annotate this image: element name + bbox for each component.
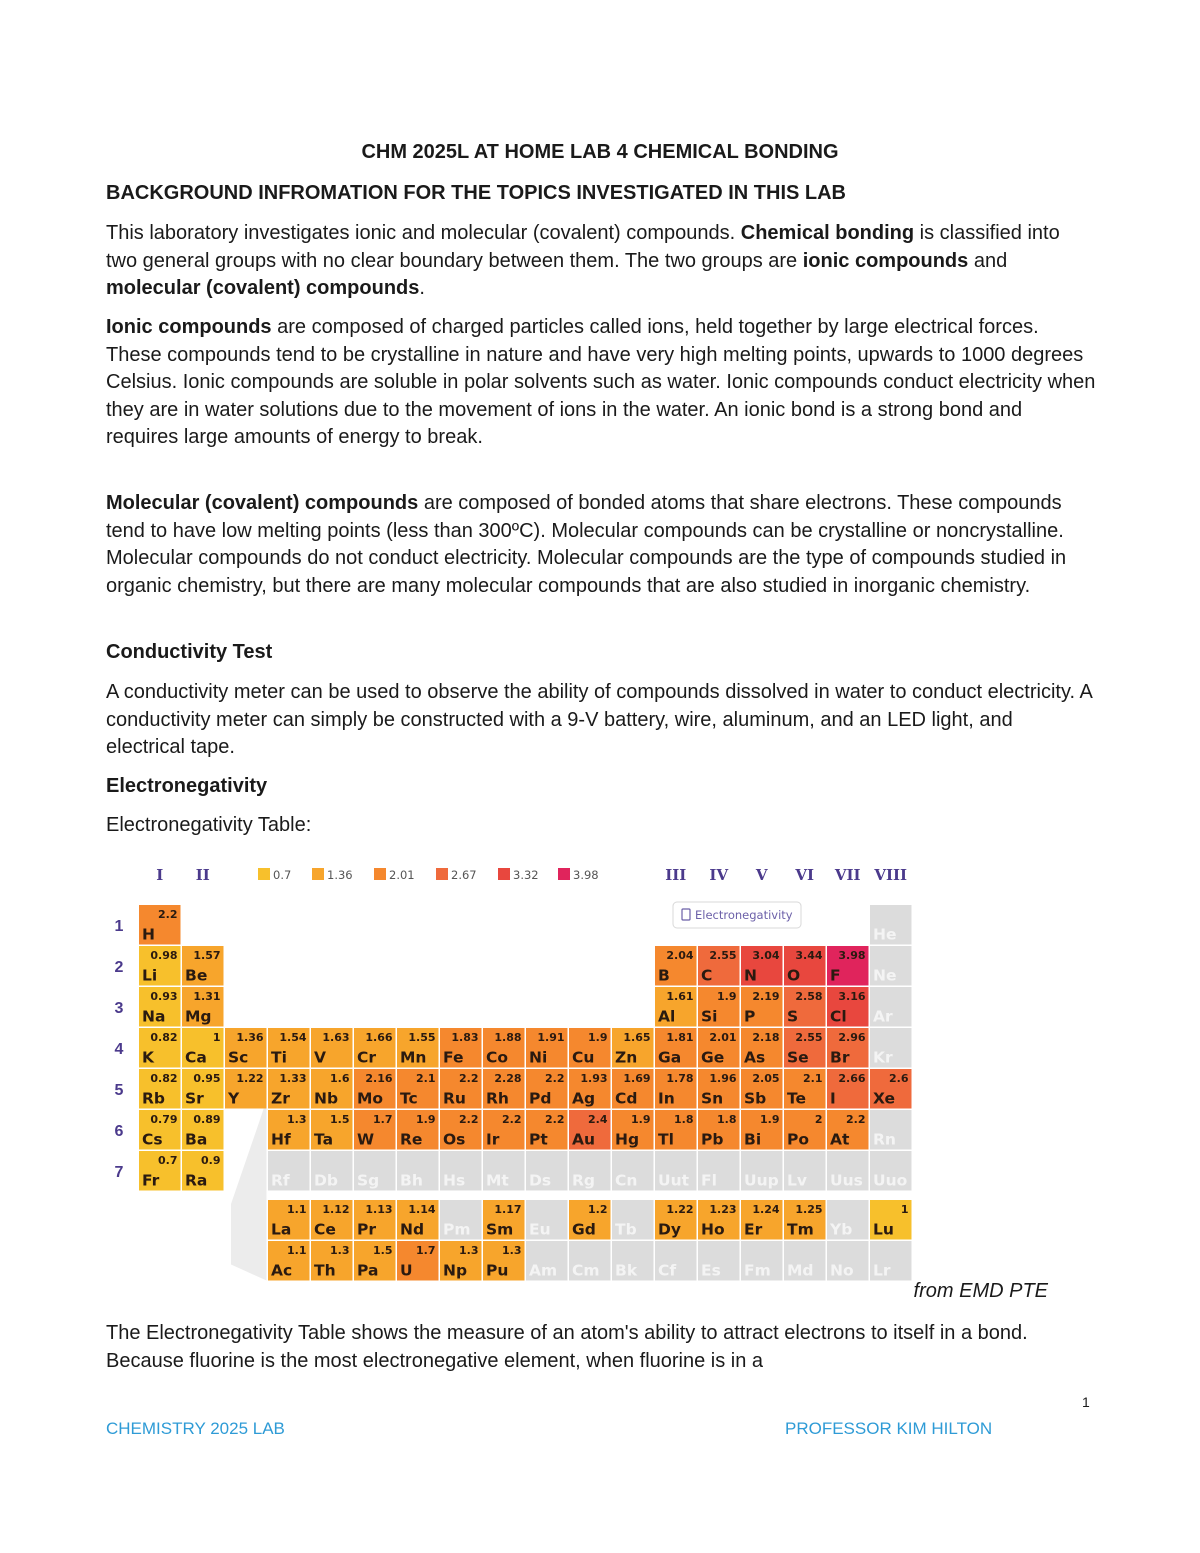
element-value: 1.5 (330, 1113, 350, 1126)
element-symbol: Mt (486, 1171, 509, 1190)
element-symbol: Ir (486, 1130, 500, 1149)
element-symbol: Cd (615, 1089, 638, 1108)
element-value: 2.1 (416, 1072, 436, 1085)
group-label: I (156, 866, 164, 884)
element-symbol: Si (701, 1007, 718, 1026)
period-label: 2 (114, 958, 124, 976)
element-symbol: Pa (357, 1261, 379, 1280)
element-value: 1.65 (623, 1031, 651, 1044)
element-value: 2.16 (365, 1072, 393, 1085)
element-symbol: Sn (701, 1089, 724, 1108)
element-value: 1.91 (537, 1031, 565, 1044)
element-symbol: Nd (400, 1220, 425, 1239)
element-value: 1.1 (287, 1203, 307, 1216)
element-symbol: Be (185, 966, 208, 985)
element-symbol: Se (787, 1048, 809, 1067)
element-symbol: Ta (314, 1130, 334, 1149)
element-value: 1.36 (236, 1031, 264, 1044)
element-value: 1.7 (416, 1244, 436, 1257)
element-symbol: Pu (486, 1261, 509, 1280)
group-label: VIII (874, 866, 908, 884)
legend-swatch (374, 868, 386, 880)
element-value: 1.9 (588, 1031, 608, 1044)
element-value: 1.93 (580, 1072, 608, 1085)
element-value: 1.88 (494, 1031, 522, 1044)
element-symbol: Cl (830, 1007, 847, 1026)
element-symbol: Np (443, 1261, 468, 1280)
element-value: 1.8 (717, 1113, 737, 1126)
group-label: VII (834, 866, 861, 884)
element-symbol: Uus (830, 1171, 863, 1190)
element-symbol: Fm (744, 1261, 771, 1280)
period-label: 7 (114, 1163, 124, 1181)
element-symbol: Sc (228, 1048, 249, 1067)
element-value: 2.04 (666, 949, 694, 962)
element-symbol: H (142, 925, 155, 944)
electronegativity-periodic-table (106, 856, 909, 1286)
conductivity-paragraph: A conductivity meter can be used to observe the ability of compounds dissolved in water to conduct electricity. A conductivity meter can simply be constructed with a 9-V battery, wire, aluminum, and an LED light, and electrical tape. (106, 681, 1092, 758)
element-value: 1.3 (459, 1244, 479, 1257)
element-value: 1.14 (408, 1203, 436, 1216)
period-label: 5 (114, 1081, 124, 1099)
element-symbol: Lu (873, 1220, 894, 1239)
element-symbol: Es (701, 1261, 721, 1280)
element-symbol: No (830, 1261, 854, 1280)
element-symbol: Yb (830, 1220, 853, 1239)
element-symbol: Dy (658, 1220, 681, 1239)
table-caption: from EMD PTE (913, 1280, 1048, 1302)
ionic-paragraph: Ionic compounds are composed of charged particles called ions, held together by large electrical forces. These compounds tend to be crystalline in nature and have very high melting points, upwards to 1000 degrees Celsius. Ionic compounds are soluble in polar solvents such as water. Ionic compounds conduct electricity when they are in water solutions due to the movement of ions in the water. An ionic bond is a strong bond and requires large amounts of energy to break. (106, 316, 1096, 448)
element-symbol: Gd (572, 1220, 596, 1239)
element-symbol: Xe (873, 1089, 896, 1108)
element-symbol: N (744, 966, 757, 985)
element-symbol: He (873, 925, 897, 944)
element-symbol: K (142, 1048, 155, 1067)
element-symbol: V (314, 1048, 326, 1067)
element-symbol: Md (787, 1261, 814, 1280)
electronegativity-paragraph: The Electronegativity Table shows the measure of an atom's ability to attract electrons to itself in a bond. Because fluorine is the most electronegative element, when fluorine is in a (106, 1322, 1028, 1372)
element-symbol: Os (443, 1130, 466, 1149)
element-symbol: Rn (873, 1130, 896, 1149)
table-label: Electronegativity Table: (106, 814, 312, 836)
element-value: 1.55 (408, 1031, 436, 1044)
element-symbol: Am (529, 1261, 558, 1280)
period-label: 3 (114, 999, 124, 1017)
element-value: 2 (814, 1113, 823, 1126)
group-label: II (195, 866, 210, 884)
element-value: 1.83 (451, 1031, 479, 1044)
element-value: 0.9 (201, 1154, 221, 1167)
element-value: 0.79 (150, 1113, 178, 1126)
element-symbol: Bh (400, 1171, 423, 1190)
element-value: 1 (212, 1031, 221, 1044)
element-symbol: Pb (701, 1130, 724, 1149)
element-value: 1.8 (674, 1113, 694, 1126)
legend-swatch (436, 868, 448, 880)
element-symbol: In (658, 1089, 675, 1108)
element-value: 2.4 (588, 1113, 608, 1126)
element-symbol: Th (314, 1261, 336, 1280)
element-value: 1.3 (330, 1244, 350, 1257)
element-value: 2.01 (709, 1031, 737, 1044)
element-symbol: Bi (744, 1130, 762, 1149)
element-symbol: Sg (357, 1171, 380, 1190)
element-symbol: Mo (357, 1089, 384, 1108)
legend-label: 2.67 (451, 868, 477, 882)
legend-label: 3.98 (573, 868, 599, 882)
element-value: 1 (900, 1203, 909, 1216)
element-value: 3.44 (795, 949, 823, 962)
element-symbol: Ac (271, 1261, 293, 1280)
element-symbol: Rb (142, 1089, 166, 1108)
element-value: 2.2 (545, 1072, 565, 1085)
element-symbol: Lr (873, 1261, 891, 1280)
element-value: 3.04 (752, 949, 780, 962)
element-symbol: Ru (443, 1089, 466, 1108)
element-symbol: Na (142, 1007, 166, 1026)
element-symbol: Ag (572, 1089, 596, 1108)
legend-label: 2.01 (389, 868, 415, 882)
element-symbol: Hg (615, 1130, 640, 1149)
element-symbol: Pd (529, 1089, 552, 1108)
page-number: 1 (1082, 1394, 1090, 1410)
element-symbol: Co (486, 1048, 509, 1067)
element-symbol: Br (830, 1048, 850, 1067)
element-value: 2.6 (889, 1072, 909, 1085)
element-symbol: Cn (615, 1171, 638, 1190)
element-symbol: Po (787, 1130, 810, 1149)
element-symbol: O (787, 966, 801, 985)
element-value: 1.31 (193, 990, 221, 1003)
element-symbol: Ds (529, 1171, 552, 1190)
period-label: 6 (114, 1122, 124, 1140)
element-symbol: Eu (529, 1220, 551, 1239)
legend-swatch (312, 868, 324, 880)
element-symbol: Zn (615, 1048, 638, 1067)
element-symbol: W (357, 1130, 375, 1149)
element-symbol: At (830, 1130, 850, 1149)
element-symbol: Tm (787, 1220, 814, 1239)
element-symbol: Mg (185, 1007, 212, 1026)
element-symbol: Rf (271, 1171, 290, 1190)
badge-label: Electronegativity (695, 908, 793, 922)
group-label: V (755, 866, 768, 884)
element-symbol: Cs (142, 1130, 163, 1149)
element-value: 1.5 (373, 1244, 393, 1257)
element-symbol: Te (787, 1089, 807, 1108)
element-symbol: Uut (658, 1171, 690, 1190)
element-value: 1.66 (365, 1031, 393, 1044)
element-symbol: Ti (271, 1048, 287, 1067)
element-value: 1.3 (502, 1244, 522, 1257)
element-value: 0.82 (150, 1031, 178, 1044)
element-symbol: Bk (615, 1261, 638, 1280)
element-value: 1.22 (666, 1203, 694, 1216)
element-value: 0.82 (150, 1072, 178, 1085)
element-value: 2.2 (545, 1113, 565, 1126)
element-value: 1.57 (193, 949, 221, 962)
legend-label: 0.7 (273, 868, 292, 882)
element-value: 2.05 (752, 1072, 780, 1085)
element-symbol: Tb (615, 1220, 637, 1239)
element-value: 0.93 (150, 990, 178, 1003)
element-value: 2.2 (502, 1113, 522, 1126)
group-label: IV (709, 866, 729, 884)
element-symbol: Ba (185, 1130, 208, 1149)
element-symbol: Au (572, 1130, 596, 1149)
element-symbol: Ne (873, 966, 897, 985)
element-value: 3.16 (838, 990, 866, 1003)
element-value: 1.9 (717, 990, 737, 1003)
element-symbol: Lv (787, 1171, 807, 1190)
molecular-paragraph: Molecular (covalent) compounds are composed of bonded atoms that share electrons. These compounds tend to have low melting points (less than 300ºC). Molecular compounds can be crystalline or noncrystalline. Molecular compounds do not conduct electricity. Molecular compounds are the type of compounds studied in organic chemistry, but there are many molecular compounds that are also studied in inorganic chemistry. (106, 492, 1067, 597)
element-value: 1.17 (494, 1203, 522, 1216)
element-symbol: Hf (271, 1130, 291, 1149)
conductivity-heading: Conductivity Test (106, 641, 273, 663)
element-symbol: I (830, 1089, 836, 1108)
element-symbol: Fl (701, 1171, 717, 1190)
element-symbol: Tl (658, 1130, 674, 1149)
element-value: 0.89 (193, 1113, 221, 1126)
element-symbol: Ge (701, 1048, 725, 1067)
element-symbol: Cm (572, 1261, 600, 1280)
element-symbol: Cu (572, 1048, 595, 1067)
footer-left: CHEMISTRY 2025 LAB (106, 1419, 285, 1438)
element-value: 0.7 (158, 1154, 178, 1167)
element-symbol: B (658, 966, 670, 985)
group-label: III (665, 866, 687, 884)
element-symbol: Ca (185, 1048, 207, 1067)
element-symbol: Cr (357, 1048, 377, 1067)
element-value: 2.28 (494, 1072, 522, 1085)
period-label: 1 (114, 917, 124, 935)
element-value: 1.61 (666, 990, 694, 1003)
element-value: 2.2 (459, 1113, 479, 1126)
period-label: 4 (114, 1040, 124, 1058)
legend-swatch (498, 868, 510, 880)
element-symbol: Sr (185, 1089, 204, 1108)
element-value: 1.69 (623, 1072, 651, 1085)
element-symbol: C (701, 966, 713, 985)
element-value: 1.22 (236, 1072, 264, 1085)
element-symbol: Kr (873, 1048, 893, 1067)
electronegativity-heading: Electronegativity (106, 775, 268, 797)
element-value: 1.6 (330, 1072, 350, 1085)
element-symbol: Ar (873, 1007, 893, 1026)
element-value: 1.2 (588, 1203, 608, 1216)
element-value: 2.55 (795, 1031, 823, 1044)
element-symbol: Y (228, 1089, 240, 1108)
element-symbol: La (271, 1220, 292, 1239)
element-symbol: Ga (658, 1048, 682, 1067)
element-value: 1.3 (287, 1113, 307, 1126)
element-symbol: Pr (357, 1220, 377, 1239)
element-value: 1.9 (416, 1113, 436, 1126)
element-symbol: Al (658, 1007, 676, 1026)
element-value: 1.12 (322, 1203, 350, 1216)
element-symbol: Pt (529, 1130, 548, 1149)
element-value: 1.63 (322, 1031, 350, 1044)
element-value: 1.9 (760, 1113, 780, 1126)
element-value: 1.24 (752, 1203, 780, 1216)
page-title: CHM 2025L AT HOME LAB 4 CHEMICAL BONDING (361, 141, 839, 163)
element-value: 1.7 (373, 1113, 393, 1126)
element-symbol: Ra (185, 1171, 208, 1190)
element-value: 1.1 (287, 1244, 307, 1257)
element-symbol: Pm (443, 1220, 471, 1239)
element-symbol: Hs (443, 1171, 466, 1190)
element-symbol: Li (142, 966, 158, 985)
element-value: 3.98 (838, 949, 866, 962)
element-value: 2.2 (459, 1072, 479, 1085)
element-value: 0.98 (150, 949, 178, 962)
element-symbol: Er (744, 1220, 763, 1239)
element-symbol: Uup (744, 1171, 779, 1190)
element-value: 2.96 (838, 1031, 866, 1044)
element-value: 1.23 (709, 1203, 737, 1216)
intro-paragraph: This laboratory investigates ionic and molecular (covalent) compounds. Chemical bonding is classified into two general groups with no clear boundary between them. The two groups are ionic compounds and molecular (covalent) compounds. (106, 222, 1060, 299)
element-value: 2.66 (838, 1072, 866, 1085)
element-value: 2.55 (709, 949, 737, 962)
element-symbol: Ho (701, 1220, 725, 1239)
element-symbol: Re (400, 1130, 423, 1149)
element-value: 2.18 (752, 1031, 780, 1044)
element-value: 1.13 (365, 1203, 393, 1216)
legend-label: 3.32 (513, 868, 539, 882)
element-value: 1.78 (666, 1072, 694, 1085)
legend-swatch (558, 868, 570, 880)
element-symbol: U (400, 1261, 413, 1280)
element-symbol: Cf (658, 1261, 677, 1280)
element-symbol: Zr (271, 1089, 290, 1108)
element-symbol: S (787, 1007, 799, 1026)
element-symbol: Rh (486, 1089, 509, 1108)
element-value: 1.25 (795, 1203, 823, 1216)
element-symbol: Fr (142, 1171, 160, 1190)
element-value: 1.54 (279, 1031, 307, 1044)
element-symbol: F (830, 966, 841, 985)
element-symbol: Nb (314, 1089, 339, 1108)
element-symbol: Ni (529, 1048, 548, 1067)
element-symbol: Fe (443, 1048, 464, 1067)
element-symbol: Sm (486, 1220, 514, 1239)
element-symbol: P (744, 1007, 756, 1026)
legend-swatch (258, 868, 270, 880)
group-label: VI (795, 866, 815, 884)
element-value: 1.33 (279, 1072, 307, 1085)
legend-label: 1.36 (327, 868, 353, 882)
element-symbol: Sb (744, 1089, 767, 1108)
element-value: 1.9 (631, 1113, 651, 1126)
element-value: 2.2 (846, 1113, 866, 1126)
element-symbol: Uuo (873, 1171, 908, 1190)
element-symbol: Tc (400, 1089, 418, 1108)
background-heading: BACKGROUND INFROMATION FOR THE TOPICS INVESTIGATED IN THIS LAB (106, 182, 846, 204)
series-connector (231, 1100, 267, 1281)
element-symbol: As (744, 1048, 766, 1067)
element-symbol: Mn (400, 1048, 427, 1067)
element-symbol: Rg (572, 1171, 596, 1190)
element-value: 1.81 (666, 1031, 694, 1044)
footer-right: PROFESSOR KIM HILTON (785, 1419, 993, 1438)
element-value: 2.2 (158, 908, 178, 921)
element-value: 2.58 (795, 990, 823, 1003)
element-value: 0.95 (193, 1072, 221, 1085)
element-value: 2.1 (803, 1072, 823, 1085)
element-symbol: Ce (314, 1220, 336, 1239)
element-value: 1.96 (709, 1072, 737, 1085)
element-value: 2.19 (752, 990, 780, 1003)
element-symbol: Db (314, 1171, 338, 1190)
